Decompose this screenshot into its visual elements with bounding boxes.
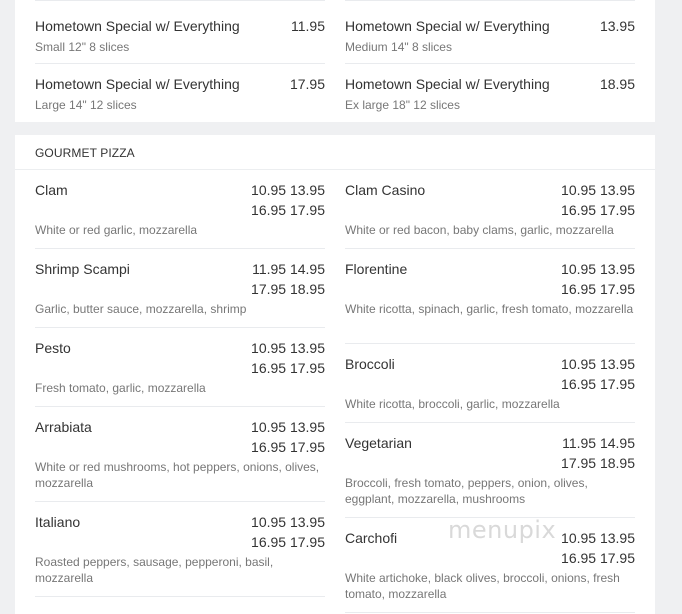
item-name: Pesto [35, 340, 71, 356]
item-price: 16.95 17.95 [251, 202, 325, 218]
item-description: White or red mushrooms, hot peppers, onions, olives, mozzarella [35, 460, 320, 490]
item-name: Italiano [35, 514, 81, 530]
item-description: Large 14" 12 slices [35, 98, 137, 112]
item-price: 10.95 13.95 [251, 182, 325, 198]
item-price: 16.95 17.95 [561, 376, 635, 392]
item-price: 17.95 18.95 [561, 455, 635, 471]
gourmet-left-column [35, 170, 325, 597]
gourmet-right-column [345, 170, 635, 613]
item-price: 16.95 17.95 [251, 360, 325, 376]
item-description: White or red bacon, baby clams, garlic, mozzarella [345, 223, 614, 237]
item-price: 10.95 13.95 [561, 530, 635, 546]
item-description: Ex large 18" 12 slices [345, 98, 460, 112]
item-name: Broccoli [345, 356, 395, 372]
menu-item[interactable] [35, 249, 325, 328]
item-price: 10.95 13.95 [251, 514, 325, 530]
item-description: Broccoli, fresh tomato, peppers, onion, olives, eggplant, mozzarella, mushrooms [345, 476, 588, 506]
menu-item[interactable] [35, 170, 325, 249]
item-price: 16.95 17.95 [561, 550, 635, 566]
menu-item[interactable] [345, 344, 635, 423]
top-left-column [35, 0, 325, 122]
menu-item[interactable] [345, 170, 635, 249]
item-price: 10.95 13.95 [561, 261, 635, 277]
item-description: Roasted peppers, sausage, pepperoni, basil, mozzarella [35, 555, 274, 585]
menu-item[interactable] [35, 0, 325, 64]
menu-item[interactable] [345, 0, 635, 64]
item-price: 13.95 [599, 18, 635, 34]
item-price: 17.95 [289, 76, 325, 92]
item-price: 16.95 17.95 [561, 202, 635, 218]
item-name: Hometown Special w/ Everything [35, 18, 240, 34]
item-name: Hometown Special w/ Everything [35, 76, 240, 92]
item-description: White artichoke, black olives, broccoli, onions, fresh tomato, mozzarella [345, 571, 620, 601]
item-description: White ricotta, spinach, garlic, fresh tomato, mozzarella [345, 302, 634, 316]
top-right-column [345, 0, 635, 122]
menu-item[interactable] [35, 328, 325, 407]
item-description: Small 12" 8 slices [35, 40, 130, 54]
item-description: White or red garlic, mozzarella [35, 223, 198, 237]
item-description: White ricotta, broccoli, garlic, mozzarella [345, 397, 560, 411]
item-price: 16.95 17.95 [251, 439, 325, 455]
item-name: Florentine [345, 261, 408, 277]
item-price: 17.95 18.95 [251, 281, 325, 297]
item-price: 11.95 [291, 18, 325, 34]
item-price: 10.95 13.95 [561, 182, 635, 198]
menu-item[interactable] [35, 502, 325, 597]
top-menu-card [15, 0, 655, 122]
item-description: Medium 14" 8 slices [345, 40, 452, 54]
item-description: Fresh tomato, garlic, mozzarella [35, 381, 206, 395]
item-name: Carchofi [345, 530, 398, 546]
item-price: 18.95 [599, 76, 635, 92]
item-name: Shrimp Scampi [35, 261, 130, 277]
item-price: 10.95 13.95 [251, 419, 325, 435]
gourmet-pizza-card [15, 135, 655, 614]
menu-item[interactable] [345, 249, 635, 344]
item-price: 11.95 14.95 [252, 261, 325, 277]
item-name: Vegetarian [345, 435, 412, 451]
menu-item[interactable] [35, 64, 325, 122]
item-name: Hometown Special w/ Everything [345, 18, 550, 34]
menu-item[interactable] [35, 407, 325, 502]
item-name: Hometown Special w/ Everything [345, 76, 550, 92]
menu-item[interactable] [345, 64, 635, 122]
item-price: 11.95 14.95 [562, 435, 635, 451]
item-price: 16.95 17.95 [561, 281, 635, 297]
item-name: Arrabiata [35, 419, 92, 435]
item-price: 16.95 17.95 [251, 534, 325, 550]
section-title: GOURMET PIZZA [35, 146, 135, 160]
item-price: 10.95 13.95 [251, 340, 325, 356]
item-name: Clam [35, 182, 68, 198]
menu-item[interactable] [345, 423, 635, 518]
item-description: Garlic, butter sauce, mozzarella, shrimp [35, 302, 247, 316]
menupix-watermark: menupix [448, 516, 557, 544]
item-price: 10.95 13.95 [561, 356, 635, 372]
item-name: Clam Casino [345, 182, 426, 198]
